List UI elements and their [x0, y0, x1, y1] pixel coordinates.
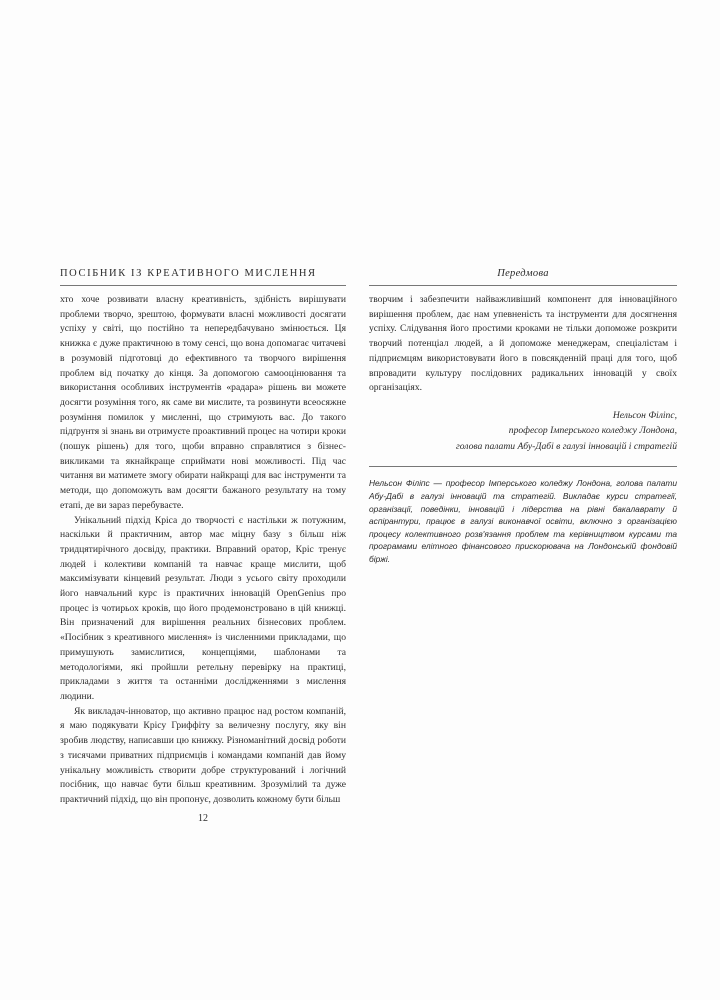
left-body-text: [60, 293, 346, 808]
paragraph: Як викладач-інноватор, що активно працює над ростом компаній, я маю подякувати Крісу Гриффіту за величезну послугу, яку він зробив людству, написавши цю книжку. Різноманітний досвід роботи з тисячами приватних підприємців і командами компаній дав йому унікальну можливість створити добре структурований і логічний посібник, що навчає бути більш креативним. Зрозумілий та дуже практичний підхід, що він пропонує, дозволить кожному бути більш: [60, 705, 346, 805]
signature-title-line-2: голова палати Абу-Дабі в галузі інновацій і стратегій: [455, 440, 677, 452]
left-page: [60, 266, 346, 824]
signature-title-line-1: професор Імперського коледжу Лондона,: [508, 425, 677, 437]
divider: [369, 466, 677, 467]
right-page: [369, 266, 677, 566]
author-bio: Нельсон Філіпс — професор Імперського коледжу Лондона, голова палати Абу-Дабі в галузі інновацій та стратегій. Викладає курси стратегії, організації, поведінки, інновацій і лідерства на рівні бакалаврату й аспірантури, працює в галузі виконавчої освіти, включно з організацією процесу колективного розв'язання проблем та керівництвом курсами та програмами елітного фінансового прискорювача на Лондонській фондовій біржі.: [369, 478, 677, 564]
signature-name: Нельсон Філіпс,: [612, 409, 677, 421]
running-head-right: Передмова: [369, 266, 677, 286]
paragraph: творчим і забезпечити найважливіший компонент для інноваційного вирішення проблем, дає нам упевненість та інструменти для досягнення успіху. Слідування його простими кроками не тільки допоможе розкрити творчий потенціал людей, а й допоможе менеджерам, спеціалістам і підприємцям використовувати його в повсякденній праці для того, щоб впровадити культуру послідовних радикальних інновацій у своїх організаціях.: [369, 294, 677, 394]
paragraph: хто хоче розвивати власну креативність, здібність вирішувати проблеми творчо, зрештою, формувати власні можливості досягати успіху у світі, що постійно та непередбачувано змінюється. Ця книжка є дуже практичною в тому сенсі, що вона допомагає читачеві в розумовій підготовці до ефективного та творчого вирішення проблем від початку до кінця. За допомогою самооцінювання та використання особливих інструментів «радара» рішень ви можете досягти розуміння того, як саме ви мислите, та розвинути всеосяжне розуміння помилок у мисленні, що стримують вас. До такого підґрунтя зі знань ви отримуєте проактивний процес на чотири кроки (пошук рішень) для того, щоби вправно справлятися з бізнес-викликами та якнайкраще сприймати нові можливості. Під час читання ви матимете змогу обирати найкращі для вас інструменти та методи, що допоможуть вам досягти бажаного результату на тому етапі, де ви зараз перебуваєте.: [60, 294, 346, 511]
paragraph: Унікальний підхід Кріса до творчості є настільки ж потужним, наскільки й практичним, автор має міцну базу з більш ніж тридцятирічного досвіду, практики. Вправний оратор, Кріс тренує людей і колективи компаній та навчає краще мислити, щоб максимізувати кінцевий результат. Люди з усього світу проходили його навчальний курс із практичних інновацій OpenGenius про процес із чотирьох кроків, що його продемонстровано в цій книжці. Він призначений для вирішення реальних бізнесових проблем. «Посібник з креативного мислення» із численними прикладами, що примушують замислитися, концепціями, шаблонами та методологіями, які пройшли ретельну перевірку на практиці, прикладами з життя та останніми дослідженнями з мислення людини.: [60, 514, 346, 702]
author-signature: [369, 408, 677, 455]
right-body-text: [369, 293, 677, 396]
running-head-left: ПОСІБНИК ІЗ КРЕАТИВНОГО МИСЛЕННЯ: [60, 266, 346, 286]
page-number: 12: [198, 812, 208, 824]
